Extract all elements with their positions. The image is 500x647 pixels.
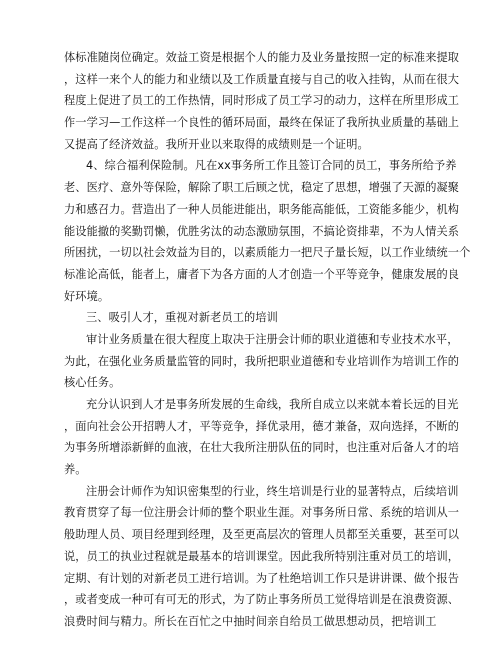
text-line: 为此，在强化业务质量监管的同时，我所把职业道德和专业培训作为培训工作的 xyxy=(64,354,460,368)
text-line: 能设能撤的奖勤罚懒，优胜劣汰的动态激励氛围，不搞论资排辈，不为人情关系 xyxy=(64,224,460,238)
text-line: 程度上促进了员工的工作热情，同时形成了员工学习的动力，这样在所里形成工 xyxy=(64,94,460,108)
text-line: 注册会计师作为知识密集型的行业，终生培训是行业的显著特点，后续培训 xyxy=(86,484,459,498)
text-line: 标准论高低，能者上，庸者下为各方面的人才创造一个平等竞争，健康发展的良 xyxy=(64,267,460,281)
text-line: ，或者变成一种可有可无的形式，为了防止事务所员工觉得培训是在浪费资源、 xyxy=(64,593,460,607)
text-line: ，这样一来个人的能力和业绩以及工作质量直接与自己的收入挂钩，从而在很大 xyxy=(64,72,460,86)
text-line: 说，员工的执业过程就是最基本的培训课堂。因此我所特别注重对员工的培训， xyxy=(64,549,460,563)
text-line: 又提高了经济效益。我所开业以来取得的成绩则是一个证明。 xyxy=(64,137,369,151)
text-line: 般助理人员、项目经理到经理，及至更高层次的管理人员都至关重要，甚至可以 xyxy=(64,528,460,542)
paragraph-talent xyxy=(64,394,460,481)
paragraph-training xyxy=(64,481,460,633)
paragraph-audit-quality xyxy=(64,329,460,394)
text-line: 作一学习—工作这样一个良性的循环局面，最终在保证了我所执业质量的基础上 xyxy=(64,116,460,130)
text-line: 浪费时间与精力。所长在百忙之中抽时间亲自给员工做思想动员，把培训工 xyxy=(64,614,437,628)
text-line: 体标准随岗位确定。效益工资是根据个人的能力及业务量按照一定的标准来提取 xyxy=(64,51,460,64)
text-line: ，面向社会公开招聘人才，平等竞争，择优录用，德才兼备，双向选择，不断的 xyxy=(64,419,460,433)
text-line: 充分认识到人才是事务所发展的生命线，我所自成立以来就本着长远的目光 xyxy=(86,398,459,411)
text-line: 核心任务。 xyxy=(64,376,121,390)
text-line: 4、综合福利保险制。凡在xx事务所工作且签订合同的员工，事务所给予养 xyxy=(86,159,457,173)
text-line: 养。 xyxy=(64,463,87,477)
text-line: 力和感召力。营造出了一种人员能进能出，职务能高能低，工资能多能少，机构 xyxy=(64,202,460,216)
text-line: 老、医疗、意外等保险，解除了职工后顾之忧，稳定了思想，增强了天源的凝聚 xyxy=(64,181,460,195)
text-line: 定期、有计划的对新老员工进行培训。为了杜绝培训工作只是讲讲课、做个报告 xyxy=(64,571,460,585)
text-line: 教育贯穿了每一位注册会计师的整个职业生涯。对事务所日常、系统的培训从一 xyxy=(64,506,460,520)
section-heading-text: 三、吸引人才，重视对新老员工的培训 xyxy=(86,311,278,325)
text-line: 好环境。 xyxy=(64,289,110,303)
text-line: 所困扰，一切以社会效益为目的，以素质能力一把尺子量长短，以工作业绩统一个 xyxy=(64,246,471,260)
paragraph-benefit-pay xyxy=(64,47,460,155)
text-line: 审计业务质量在很大程度上取决于注册会计师的职业道德和专业技术水平， xyxy=(86,332,459,346)
paragraph-welfare-insurance xyxy=(64,155,471,307)
text-line: 为事务所增添新鲜的血液，在壮大我所注册队伍的同时，也注重对后备人才的培 xyxy=(64,441,460,455)
section-heading xyxy=(64,307,442,329)
